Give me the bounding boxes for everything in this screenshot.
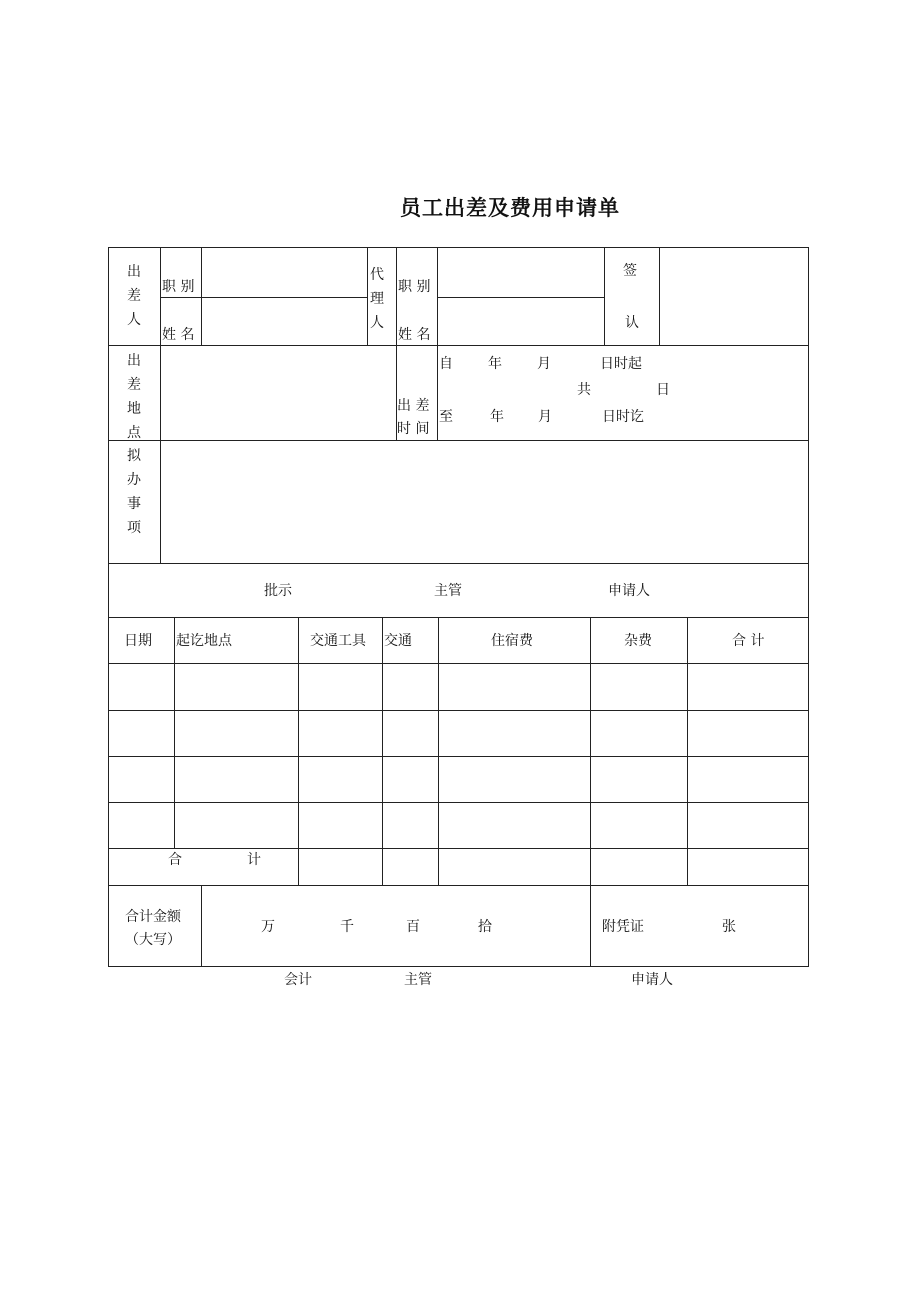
time-label-2: 时 间 <box>397 421 430 437</box>
amount-label-1: 合计金额 <box>125 909 181 925</box>
total-label-ji: 计 <box>247 852 261 868</box>
col-divider <box>201 885 202 966</box>
row-divider <box>108 617 809 618</box>
traveler-position-label: 职 别 <box>162 279 195 295</box>
footer-supervisor: 主管 <box>404 972 432 988</box>
col-divider <box>590 617 591 966</box>
border-right <box>808 247 809 967</box>
amount-unit-bai: 百 <box>406 919 420 935</box>
col-divider <box>298 617 299 885</box>
time-from-year: 年 <box>488 356 502 372</box>
approval-supervisor: 主管 <box>434 583 462 599</box>
sign-field[interactable] <box>660 248 808 345</box>
col-divider <box>367 247 368 345</box>
col-divider <box>382 617 383 885</box>
traveler-position-field[interactable] <box>202 248 367 297</box>
row-divider <box>108 563 809 564</box>
col-divider <box>604 247 605 345</box>
approval-instruction: 批示 <box>264 583 292 599</box>
location-field[interactable] <box>161 346 396 440</box>
amount-label-2: （大写） <box>125 932 181 948</box>
col-divider <box>438 617 439 885</box>
row-divider <box>108 756 809 757</box>
row-divider <box>108 663 809 664</box>
voucher-label: 附凭证 <box>602 919 644 935</box>
time-total-gong: 共 <box>577 382 591 398</box>
traveler-label: 出差人 <box>127 264 141 328</box>
time-total-day: 日 <box>656 382 670 398</box>
header-misc: 杂费 <box>624 633 652 649</box>
border-left <box>108 247 109 967</box>
row-divider <box>108 802 809 803</box>
traveler-name-field[interactable] <box>202 298 367 345</box>
sign-char-2: 认 <box>625 315 639 331</box>
time-to-zhi: 至 <box>439 409 453 425</box>
location-label: 出差地点 <box>127 353 141 441</box>
agent-name-field[interactable] <box>438 298 604 345</box>
time-from-zi: 自 <box>439 356 453 372</box>
row-divider <box>108 885 809 886</box>
header-lodging: 住宿费 <box>491 633 533 649</box>
amount-unit-wan: 万 <box>261 919 275 935</box>
approval-applicant: 申请人 <box>608 583 650 599</box>
time-from-end: 日时起 <box>600 356 642 372</box>
agent-label: 代理人 <box>370 267 384 331</box>
agent-position-label: 职 别 <box>398 279 431 295</box>
matters-label: 拟办事项 <box>127 448 141 536</box>
col-divider <box>174 617 175 849</box>
row-divider <box>108 848 809 849</box>
time-to-month: 月 <box>538 409 552 425</box>
voucher-unit: 张 <box>722 919 736 935</box>
agent-name-label: 姓 名 <box>398 327 431 343</box>
agent-position-field[interactable] <box>438 248 604 297</box>
time-from-month: 月 <box>537 356 551 372</box>
amount-unit-shi: 拾 <box>478 919 492 935</box>
col-divider <box>687 617 688 885</box>
header-date: 日期 <box>124 633 152 649</box>
form-title: 员工出差及费用申请单 <box>400 196 620 220</box>
form-table <box>108 247 809 967</box>
time-to-year: 年 <box>490 409 504 425</box>
header-vehicle: 交通工具 <box>310 633 366 649</box>
traveler-name-label: 姓 名 <box>162 327 195 343</box>
total-label-he: 合 <box>168 852 182 868</box>
header-total: 合 计 <box>732 633 765 649</box>
footer-applicant: 申请人 <box>631 972 673 988</box>
time-to-end: 日时讫 <box>602 409 644 425</box>
footer-accounting: 会计 <box>284 972 312 988</box>
time-label-1: 出 差 <box>397 398 430 414</box>
row-divider <box>108 710 809 711</box>
matters-field[interactable] <box>161 441 808 563</box>
border-bottom <box>108 966 809 967</box>
header-transport: 交通 <box>384 633 412 649</box>
sign-char-1: 签 <box>623 263 637 279</box>
header-route: 起讫地点 <box>176 633 232 649</box>
amount-unit-qian: 千 <box>340 919 354 935</box>
